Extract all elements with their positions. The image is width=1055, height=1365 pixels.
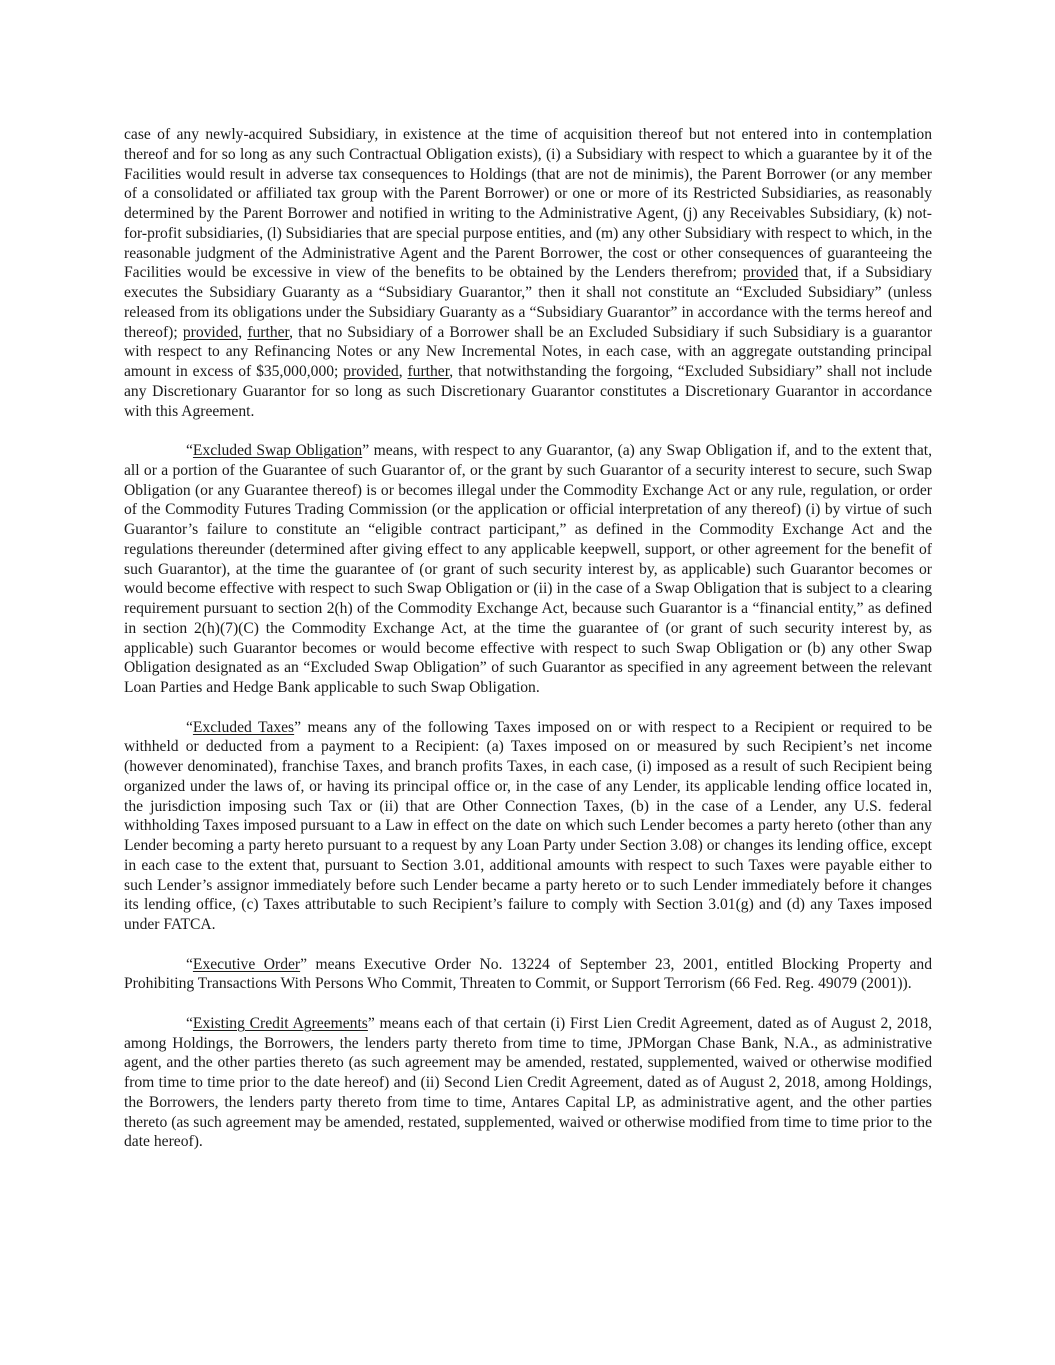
- defined-term: Existing Credit Agreements: [192, 1014, 368, 1032]
- open-quote: “: [186, 442, 193, 459]
- paragraph-excluded-swap-obligation: [124, 441, 932, 698]
- paragraph-excluded-subsidiary-continuation: [124, 125, 932, 421]
- defined-term: Excluded Taxes: [192, 718, 295, 736]
- definition-text: ” means each of that certain (i) First Lien Credit Agreement, dated as of August 2, 2018, among Holdings, the Borrowers, the lenders party thereto from time to time, JPMorgan Chase Bank, N.A., as administrative agent, and the other parties thereto (as such agreement may be amended, restated, supplemented, waived or otherwise modified from time to time prior to the date hereof) and (ii) Second Lien Credit Agreement, dated as of August 2, 2018, among Holdings, the Borrowers, the lenders party thereto from time to time, Antares Capital LP, as administrative agent, and the other parties thereto (as such agreement may be amended, restated, supplemented, waived or otherwise modified from time to time prior to the date hereof).: [124, 1014, 933, 1151]
- paragraph-existing-credit-agreements: [124, 1014, 932, 1152]
- open-quote: “: [186, 955, 193, 973]
- text-segment: that, if a Subsidiary executes the Subsidiary Guaranty as a “Subsidiary Guarantor,” then it shall not constitute an “Excluded Subsidiary” (unless released from its obligations under the Subsidiary Guaranty as a “Subsidiary Guarantor” in accordance with the terms hereof and thereof);: [124, 264, 933, 341]
- definition-text: ” means any of the following Taxes imposed on or with respect to a Recipient or required to be withheld or deducted from a payment to a Recipient: (a) Taxes imposed on or measured by such Recipient’s net income (however denominated), franchise Taxes, and branch profits Taxes, in each case, (i) imposed as a result of such Recipient being organized under the laws of, or having its principal office or, in the case of any Lender, its applicable lending office located in, the jurisdiction imposing such Tax or (ii) that are Other Connection Taxes, (b) in the case of a Lender, any U.S. federal withholding Taxes imposed pursuant to a Law in effect on the date on which such Lender becomes a party hereto (other than any Lender becoming a party hereto pursuant to a request by any Loan Party under Section 3.08) or changes its lending office, except in each case to the extent that, pursuant to Section 3.01, additional amounts with respect to such Taxes were payable either to such Lender’s assignor immediately before such Lender became a party hereto or to such Lender immediately before it changes its lending office, (c) Taxes attributable to such Recipient’s failure to comply with Section 3.01(g) and (d) any Taxes imposed under FATCA.: [124, 718, 932, 933]
- term-further: further: [247, 323, 290, 341]
- term-provided: provided: [742, 264, 799, 282]
- definition-text: ” means, with respect to any Guarantor, (a) any Swap Obligation if, and to the extent that, all or a portion of the Guarantee of such Guarantor of, or the grant by such Guarantor of a security interest to secure, such Swap Obligation (or any Guarantee thereof) is or becomes illegal under the Commodity Exchange Act or any rule, regulation, or order of the Commodity Futures Trading Commission (or the application or official interpretation of any thereof) (i) by virtue of such Guarantor’s failure to constitute an “eligible contract participant,” as defined in the Commodity Exchange Act and the regulations thereunder (determined after giving effect to any applicable keepwell, support, or other agreement for the benefit of such Guarantor), at the time the guarantee of (or grant of such security interest by, as applicable) such Guarantor becomes or would become effective with respect to such Swap Obligation or (ii) in the case of a Swap Obligation that is subject to a clearing requirement pursuant to section 2(h) of the Commodity Exchange Act, because such Guarantor is a “financial entity,” as defined in section 2(h)(7)(C) the Commodity Exchange Act, at the time the guarantee of (or grant of such security interest by, as applicable) such Guarantor becomes or would become effective with respect to such Swap Obligation or (b) any other Swap Obligation designated as an “Excluded Swap Obligation” of such Guarantor as specified in any agreement between the relevant Loan Parties and Hedge Bank applicable to such Swap Obligation.: [124, 442, 932, 696]
- text-segment: ,: [398, 363, 408, 380]
- text-segment: case of any newly-acquired Subsidiary, in existence at the time of acquisition thereof but not entered into in contemplation thereof and for so long as any such Contractual Obligation exists), (i) a Subsidiary with respect to which a guarantee by it of the Facilities would result in adverse tax consequences to Holdings (that are not de minimis), the Parent Borrower (or any member of a consolidated or affiliated tax group with the Parent Borrower) or one or more of its Restricted Subsidiaries, as reasonably determined by the Parent Borrower and notified in writing to the Administrative Agent, (j) any Receivables Subsidiary, (k) not-for-profit subsidiaries, (l) Subsidiaries that are special purpose entities, and (m) any other Subsidiary with respect to which, in the reasonable judgment of the Administrative Agent and the Parent Borrower, the cost or other consequences of guaranteeing the Facilities would be excessive in view of the benefits to be obtained by the Lenders therefrom;: [124, 126, 932, 282]
- term-provided: provided: [182, 323, 239, 341]
- term-further: further: [407, 363, 450, 380]
- text-segment: , that notwithstanding the forgoing, “Excluded Subsidiary” shall not include any Discretionary Guarantor for so long as such Discretionary Guarantor constitutes a Discretionary Guarantor in accordance with this Agreement.: [124, 363, 933, 420]
- defined-term: Executive Order: [192, 955, 301, 973]
- paragraph-executive-order: [124, 955, 932, 995]
- text-segment: ,: [238, 323, 248, 341]
- document-page: [124, 125, 932, 1172]
- open-quote: “: [186, 1014, 193, 1032]
- paragraph-excluded-taxes: [124, 718, 932, 935]
- definition-text: ” means Executive Order No. 13224 of September 23, 2001, entitled Blocking Property and Prohibiting Transactions With Persons Who Commit, Threaten to Commit, or Support Terrorism (66 Fed. Reg. 49079 (2001)).: [124, 955, 933, 993]
- open-quote: “: [186, 718, 193, 736]
- text-segment: , that no Subsidiary of a Borrower shall be an Excluded Subsidiary if such Subsidiary is a guarantor with respect to any Refinancing Notes or any New Incremental Notes, in each case, with an aggregate outstanding principal amount in excess of $35,000,000;: [124, 323, 933, 380]
- defined-term: Excluded Swap Obligation: [192, 442, 363, 459]
- term-provided: provided: [343, 363, 399, 380]
